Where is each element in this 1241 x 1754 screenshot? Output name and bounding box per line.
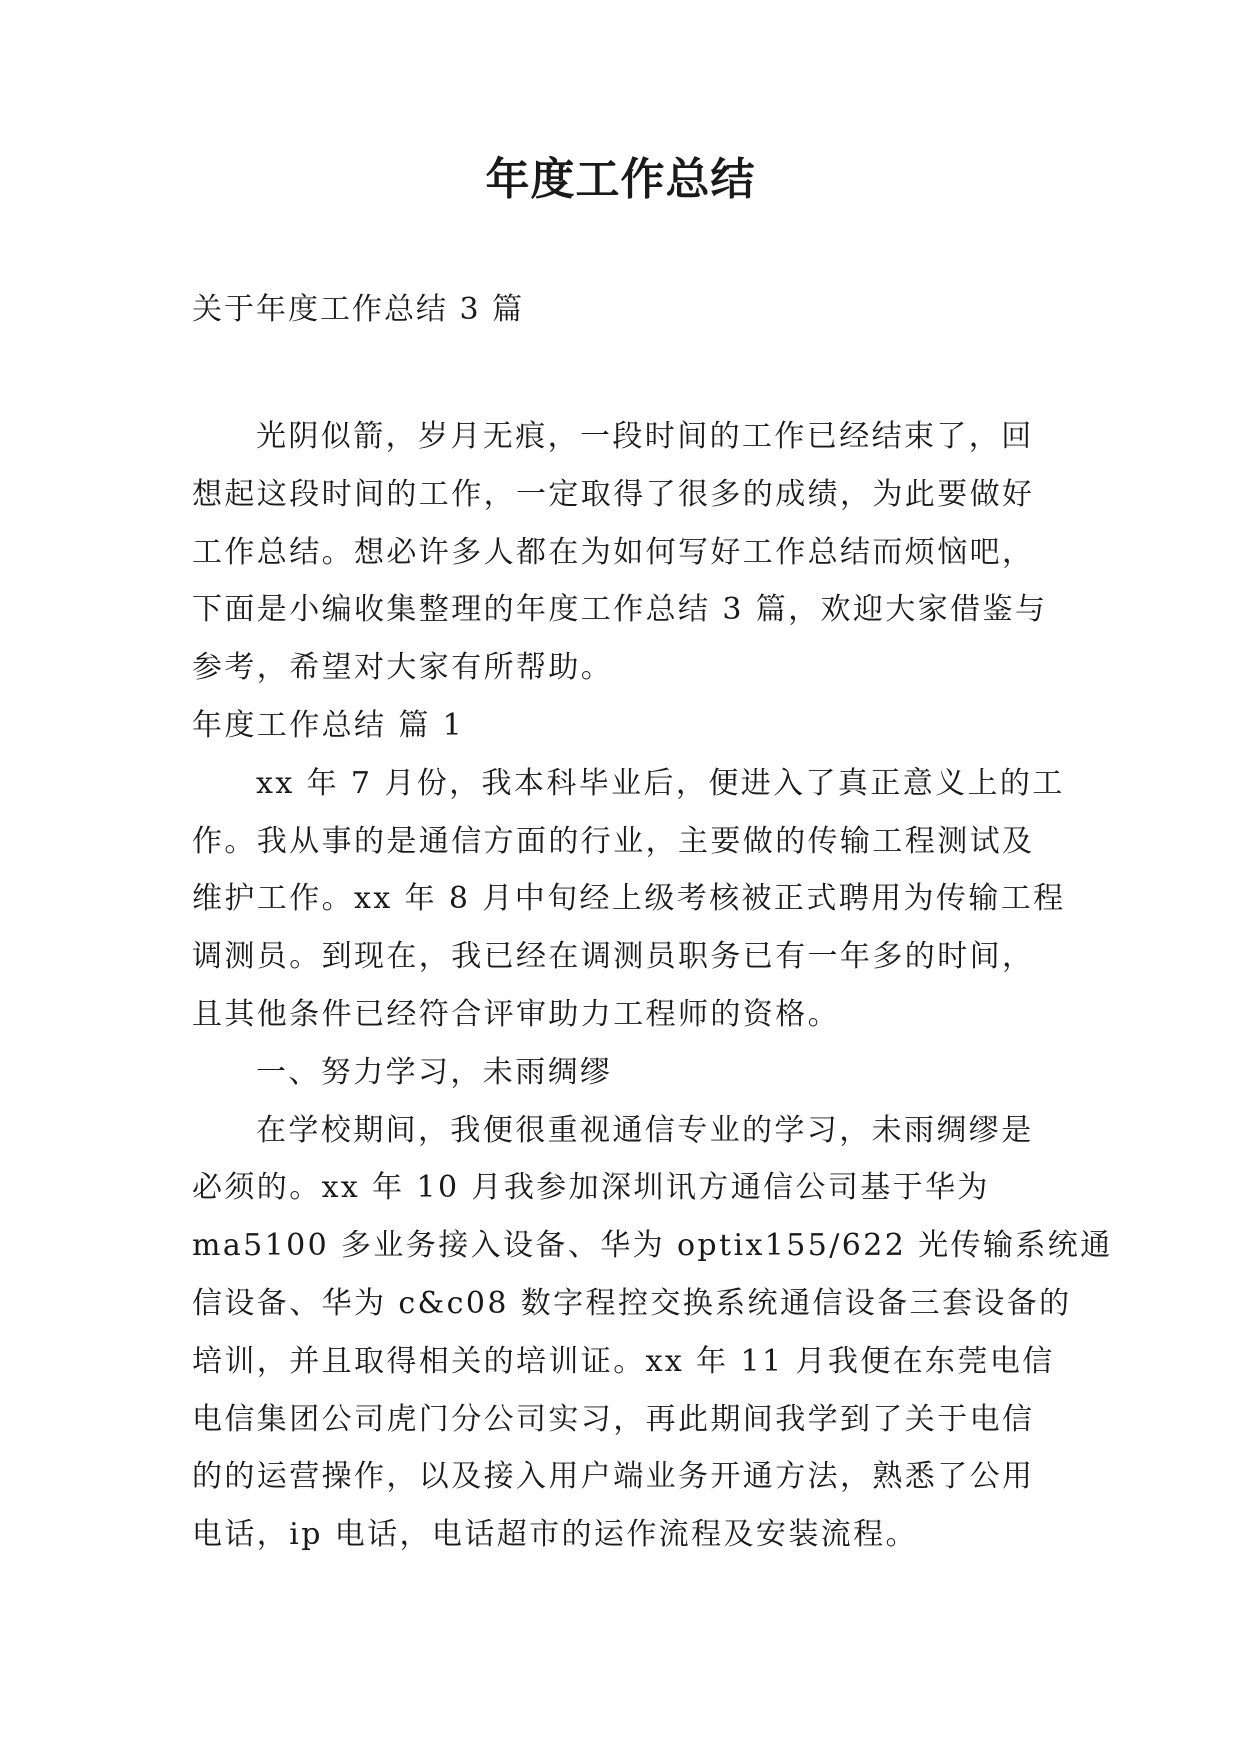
body-line: xx 年 7 月份，我本科毕业后，便进入了真正意义上的工 <box>256 765 1065 801</box>
body-line: 信设备、华为 c&c08 数字程控交换系统通信设备三套设备的 <box>192 1285 1072 1321</box>
body-line: 参考，希望对大家有所帮助。 <box>192 650 614 686</box>
body-line: 光阴似箭，岁月无痕，一段时间的工作已经结束了，回 <box>256 419 1034 454</box>
body-line: 且其他条件已经符合评审助力工程师的资格。 <box>192 996 840 1032</box>
body-line: 想起这段时间的工作，一定取得了很多的成绩，为此要做好 <box>192 476 1035 512</box>
body-line: 下面是小编收集整理的年度工作总结 3 篇，欢迎大家借鉴与 <box>192 592 1048 628</box>
body-line: 必须的。xx 年 10 月我参加深圳讯方通信公司基于华为 <box>192 1170 990 1206</box>
body-line: 工作总结。想必许多人都在为如何写好工作总结而烦恼吧， <box>192 534 1035 570</box>
body-line: 电话，ip 电话，电话超市的运作流程及安装流程。 <box>192 1517 918 1553</box>
document-title: 年度工作总结 <box>485 154 756 205</box>
body-line: 调测员。到现在，我已经在调测员职务已有一年多的时间， <box>192 939 1035 975</box>
body-line: ma5100 多业务接入设备、华为 optix155/622 光传输系统通 <box>192 1228 1113 1264</box>
body-line: 的的运营操作，以及接入用户端业务开通方法，熟悉了公用 <box>192 1459 1035 1495</box>
body-line: 电信集团公司虎门分公司实习，再此期间我学到了关于电信 <box>192 1401 1035 1437</box>
body-line: 在学校期间，我便很重视通信专业的学习，未雨绸缪是 <box>256 1112 1034 1148</box>
body-line: 维护工作。xx 年 8 月中旬经上级考核被正式聘用为传输工程 <box>192 881 1066 917</box>
document-subtitle: 关于年度工作总结 3 篇 <box>192 292 525 327</box>
body-line: 年度工作总结 篇 1 <box>192 707 465 743</box>
body-line: 作。我从事的是通信方面的行业，主要做的传输工程测试及 <box>192 823 1035 859</box>
body-line: 一、努力学习，未雨绸缪 <box>256 1054 613 1090</box>
document-body <box>192 408 1113 1564</box>
body-line: 培训，并且取得相关的培训证。xx 年 11 月我便在东莞电信 <box>192 1343 1055 1379</box>
